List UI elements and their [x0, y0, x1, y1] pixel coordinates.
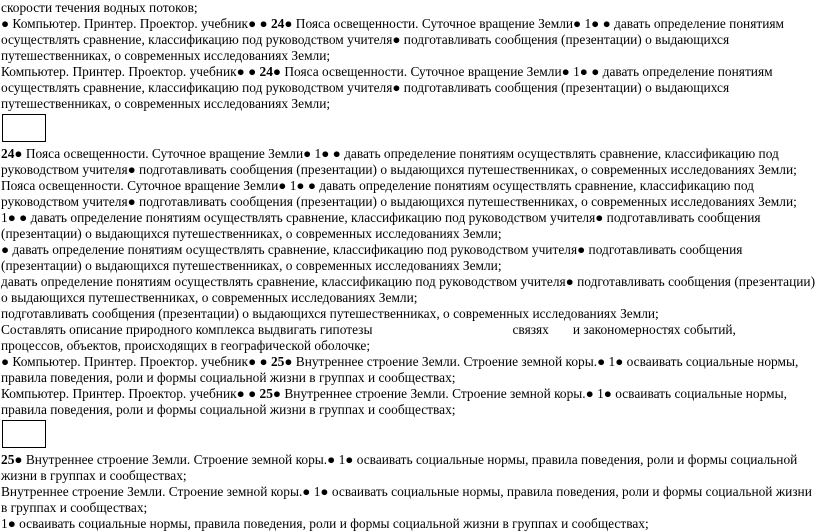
lesson-text: Внутреннее строение Земли. Строение земной коры.● 1● осваивать социальные нормы, правила поведения, роли и формы социальной жизни в группах и сообществах; [1, 354, 799, 385]
paragraph-lesson25-resources [0, 386, 816, 418]
paragraph-lesson24-resources [0, 64, 816, 112]
resources-text: Компьютер. Принтер. Проектор. учебник● ● [1, 64, 260, 79]
paragraph-lesson24-full [0, 16, 816, 64]
lesson-text: Пояса освещенности. Суточное вращение Земли● 1● ● давать определение понятиям осуществлять сравнение, классификацию под руководством учителя● подготавливать сообщения (презентации) о выдающихся путешественниках, о современных исследованиях Земли; [1, 146, 797, 177]
paragraph-lesson25-norms: 1● осваивать социальные нормы, правила поведения, роли и формы социальной жизни в группах и сообществах; [1, 516, 649, 531]
paragraph-lesson24-goals: ● давать определение понятиям осуществлять сравнение, классификацию под руководством учителя● подготавливать сообщения (презентации) о выдающихся путешественниках, о современных исследованиях Земли; [1, 242, 743, 273]
hypotheses-connections: связях [512, 322, 549, 337]
lesson-text: Внутреннее строение Земли. Строение земной коры.● 1● осваивать социальные нормы, правила поведения, роли и формы социальной жизни в группах и сообществах; [1, 452, 798, 483]
lesson-number: 24● [259, 64, 281, 79]
empty-table-cell [2, 420, 46, 448]
lesson-number: 25● [259, 386, 281, 401]
resources-text: ● Компьютер. Принтер. Проектор. учебник● ● [1, 16, 271, 31]
empty-table-cell [2, 114, 46, 142]
paragraph-lesson24-reports: подготавливать сообщения (презентации) о выдающихся путешественниках, о современных исследованиях Земли; [1, 306, 659, 321]
hypotheses-patterns: и закономерностях событий, [572, 322, 736, 337]
resources-text: Компьютер. Принтер. Проектор. учебник● ● [1, 386, 260, 401]
hypotheses-processes: процессов, объектов, происходящих в географической оболочке; [1, 338, 371, 353]
paragraph-lesson25-number [0, 452, 816, 484]
paragraph-lesson24-definitions: давать определение понятиям осуществлять сравнение, классификацию под руководством учителя● подготавливать сообщения (презентации) о выдающихся путешественниках, о современных исследованиях Земли; [1, 274, 816, 305]
lesson-number: 24● [270, 16, 293, 31]
paragraph-lesson24-number [0, 146, 816, 178]
lesson-number: 25● [270, 354, 293, 369]
paragraph-lesson25-full [0, 354, 816, 386]
paragraph-lesson24-hours: 1● ● давать определение понятиям осуществлять сравнение, классификацию под руководством учителя● подготавливать сообщения (презентации) о выдающихся путешественниках, о современных исследованиях Земли; [1, 210, 761, 241]
lesson-text: Пояса освещенности. Суточное вращение Земли● 1● ● давать определение понятиям осуществлять сравнение, классификацию под руководством учителя● подготавливать сообщения (презентации) о выдающихся путешественниках, о современных исследованиях Земли; [1, 16, 785, 63]
paragraph-lesson25-topic: Внутреннее строение Земли. Строение земной коры.● 1● осваивать социальные нормы, правила поведения, роли и формы социальной жизни в группах и сообществах; [1, 484, 812, 515]
lesson-text: Внутреннее строение Земли. Строение земной коры.● 1● осваивать социальные нормы, правила поведения, роли и формы социальной жизни в группах и сообществах; [1, 386, 787, 417]
hypotheses-text: Составлять описание природного комплекса выдвигать гипотезы [1, 322, 373, 337]
lesson-number: 25● [1, 452, 23, 467]
paragraph-water-flow: скорости течения водных потоков; [1, 0, 198, 15]
lesson-number: 24● [1, 146, 23, 161]
lesson-text: Пояса освещенности. Суточное вращение Земли● 1● ● давать определение понятиям осуществлять сравнение, классификацию под руководством учителя● подготавливать сообщения (презентации) о выдающихся путешественниках, о современных исследованиях Земли; [1, 64, 773, 111]
paragraph-lesson24-topic: Пояса освещенности. Суточное вращение Земли● 1● ● давать определение понятиям осуществлять сравнение, классификацию под руководством учителя● подготавливать сообщения (презентации) о выдающихся путешественниках, о современных исследованиях Земли; [1, 178, 797, 209]
resources-text: ● Компьютер. Принтер. Проектор. учебник● ● [1, 354, 271, 369]
paragraph-hypotheses [0, 322, 816, 354]
